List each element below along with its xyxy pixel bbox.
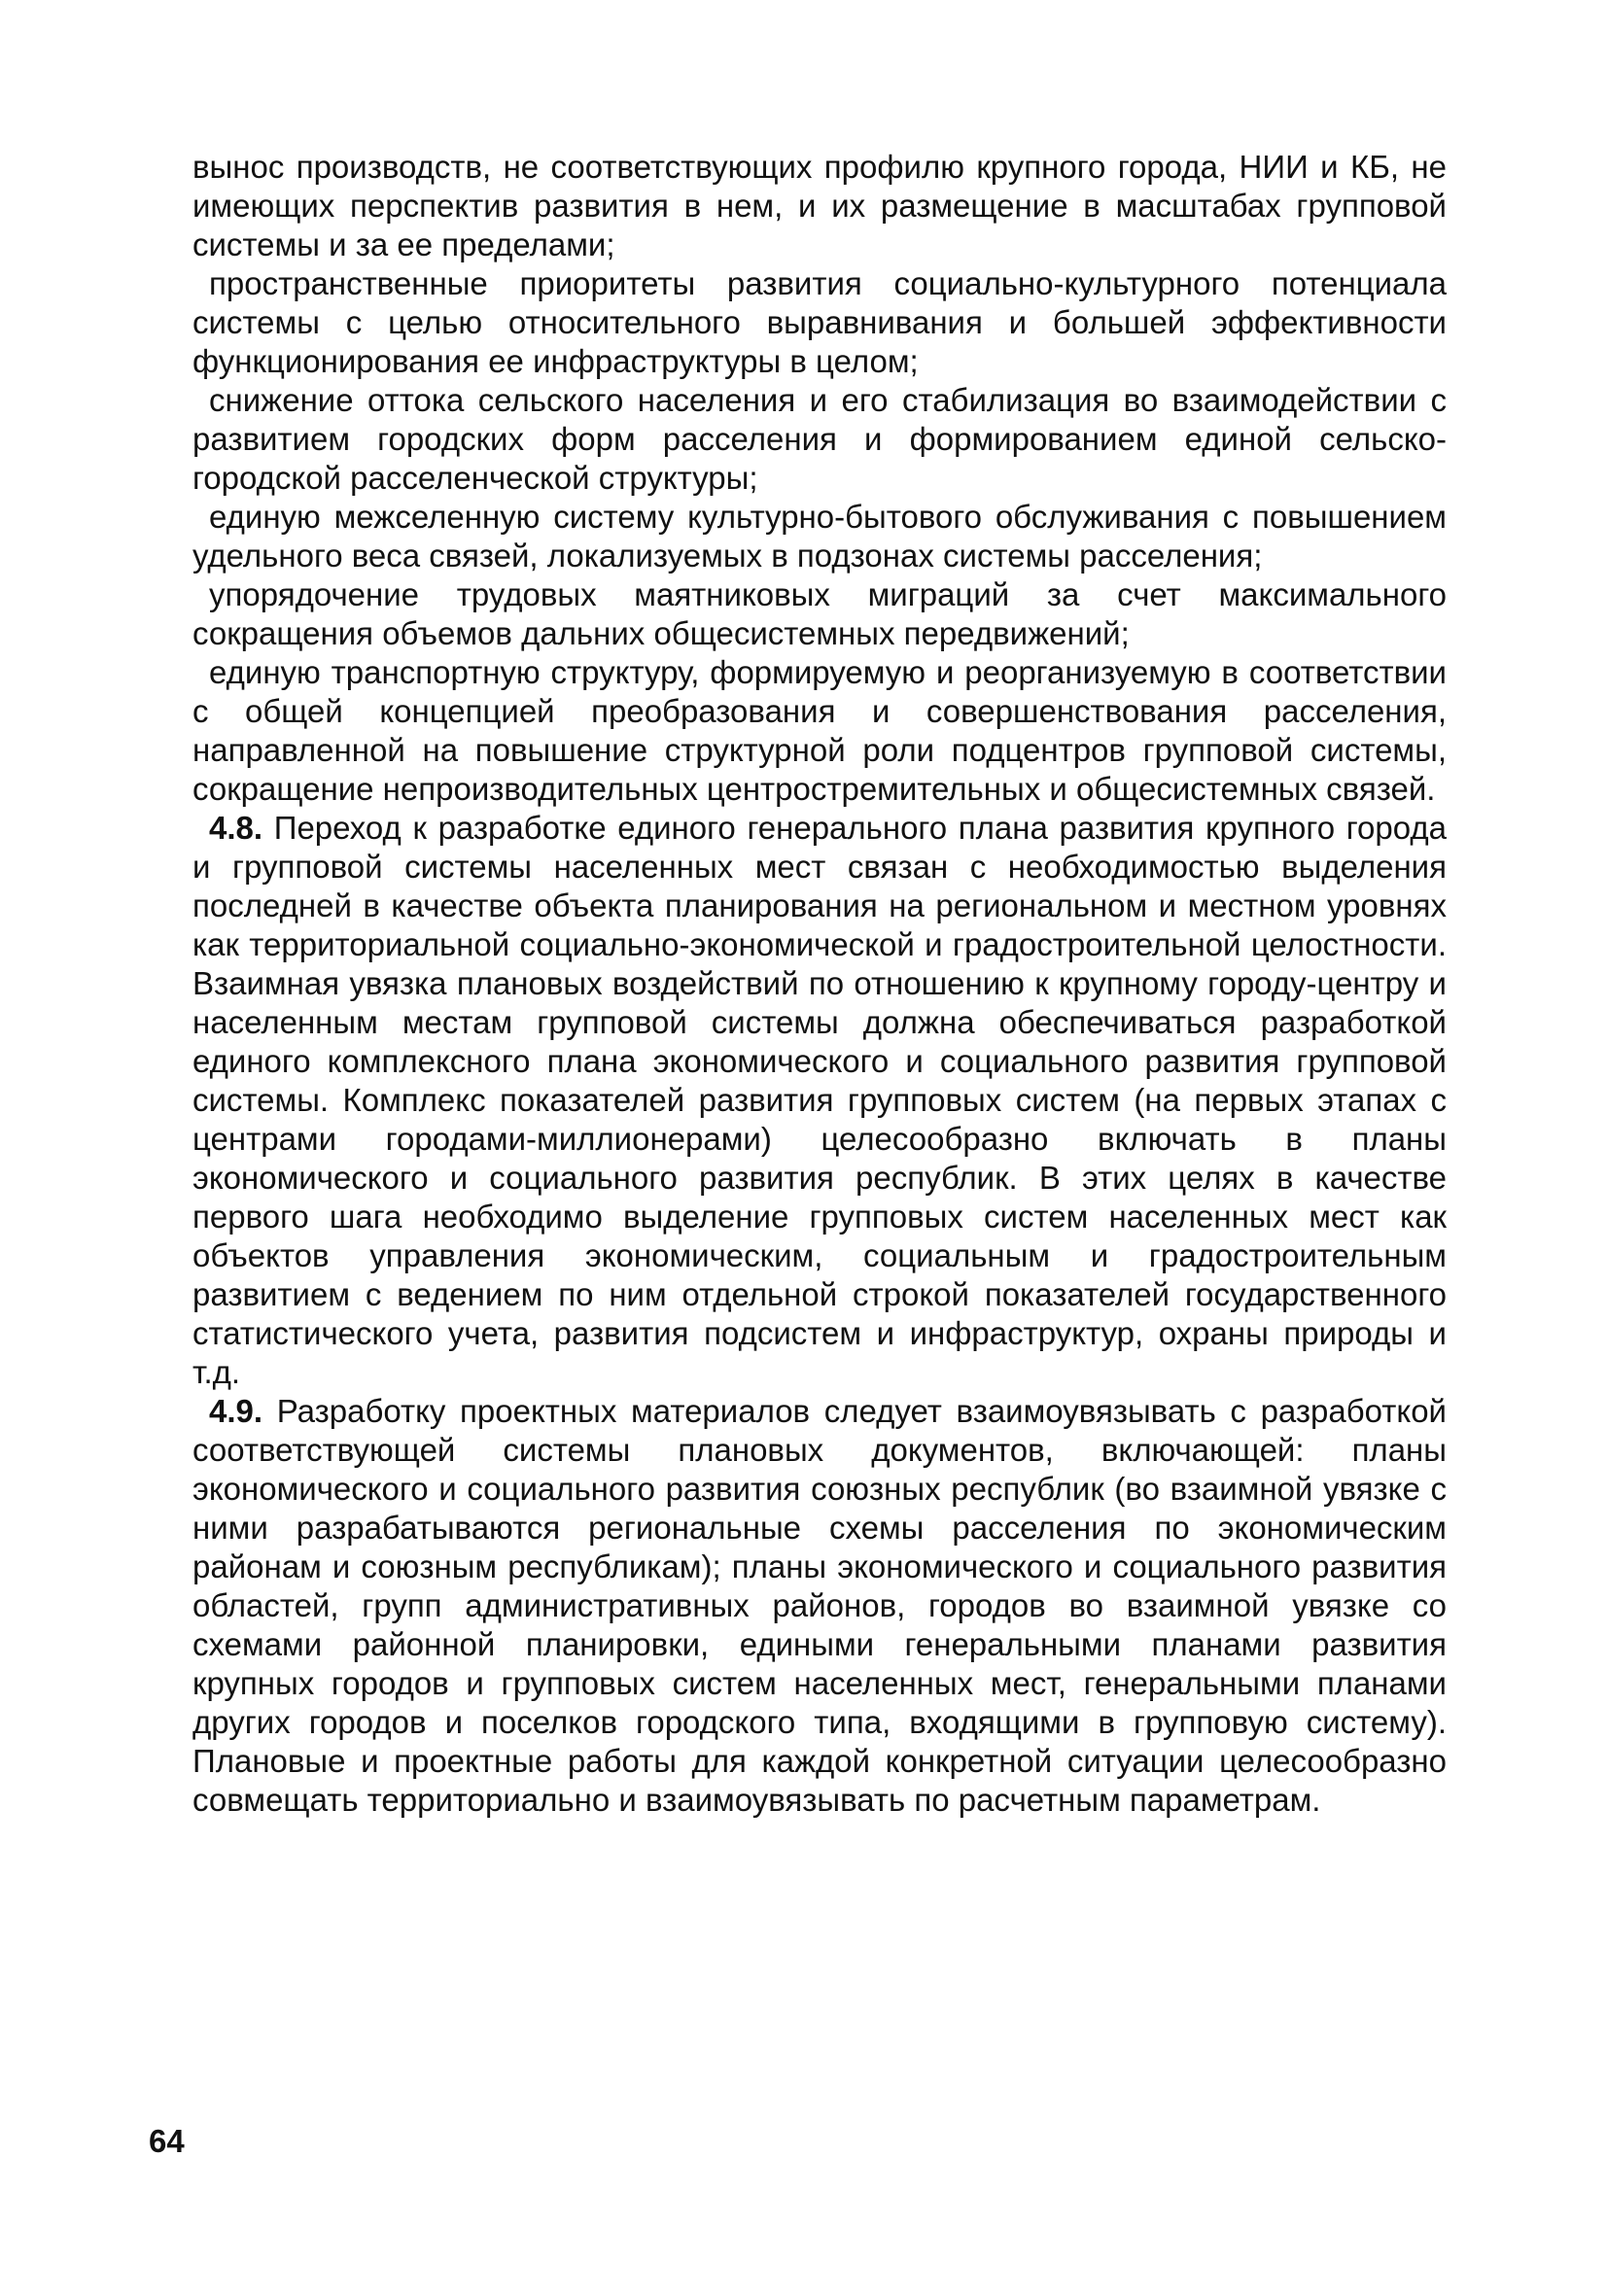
section-number: 4.9. xyxy=(209,1393,263,1429)
body-text xyxy=(192,148,1447,1820)
paragraph-text: упорядочение трудовых маятниковых миграций за счет максимального сокращения объемов дальних общесистемных передвижений; xyxy=(192,576,1447,651)
paragraph xyxy=(192,575,1447,653)
paragraph-text: вынос производств, не соответствующих профилю крупного города, НИИ и КБ, не имеющих перспектив развития в нем, и их размещение в масштабах групповой системы и за ее пределами; xyxy=(192,149,1447,262)
paragraph-text: Переход к разработке единого генерального плана развития крупного города и групповой системы населенных мест связан с необходимостью выделения последней в качестве объекта планирования на региональном и местном уровнях как территориальной социально-экономической и градостроительной целостности. Взаимная увязка плановых воздействий по отношению к крупному городу-центру и населенным местам групповой системы должна обеспечиваться разработкой единого комплексного плана экономического и социального развития групповой системы. Комплекс показателей развития групповых систем (на первых этапах с центрами городами-миллионерами) целесообразно включать в планы экономического и социального развития республик. В этих целях в качестве первого шага необходимо выделение групповых систем населенных мест как объектов управления экономическим, социальным и градостроительным развитием с ведением по ним отдельной строкой показателей государственного статистического учета, развития подсистем и инфраструктур, охраны природы и т.д. xyxy=(192,810,1447,1390)
paragraph xyxy=(192,653,1447,809)
paragraph xyxy=(192,148,1447,264)
section-paragraph xyxy=(192,1392,1447,1820)
section-number: 4.8. xyxy=(209,810,263,846)
section-paragraph xyxy=(192,809,1447,1392)
page-number: 64 xyxy=(149,2123,185,2159)
paragraph-text: Разработку проектных материалов следует взаимоувязывать с разработкой соответствующей системы плановых документов, включающей: планы экономического и социального развития союзных республик (во взаимной увязке с ними разрабатываются региональные схемы расселения по экономическим районам и союзным республикам); планы экономического и социального развития областей, групп административных районов, городов во взаимной увязке со схемами районной планировки, едиными генеральными планами развития крупных городов и групповых систем населенных мест, генеральными планами других городов и поселков городского типа, входящими в групповую систему). Плановые и проектные работы для каждой конкретной ситуации целесообразно совмещать территориально и взаимоувязывать по расчетным параметрам. xyxy=(192,1393,1447,1818)
paragraph-text: единую межселенную систему культурно-бытового обслуживания с повышением удельного веса связей, локализуемых в подзонах системы расселения; xyxy=(192,499,1447,574)
paragraph-text: единую транспортную структуру, формируемую и реорганизуемую в соответствии с общей концепцией преобразования и совершенствования расселения, направленной на повышение структурной роли подцентров групповой системы, сокращение непроизводительных центростремительных и общесистемных связей. xyxy=(192,654,1447,807)
paragraph-text: снижение оттока сельского населения и его стабилизация во взаимодействии с развитием городских форм расселения и формированием единой сельско-городской расселенческой структуры; xyxy=(192,382,1447,496)
paragraph-text: пространственные приоритеты развития социально-культурного потенциала системы с целью относительного выравнивания и большей эффективности функционирования ее инфраструктуры в целом; xyxy=(192,265,1447,379)
paragraph xyxy=(192,381,1447,498)
paragraph xyxy=(192,498,1447,575)
paragraph xyxy=(192,264,1447,381)
